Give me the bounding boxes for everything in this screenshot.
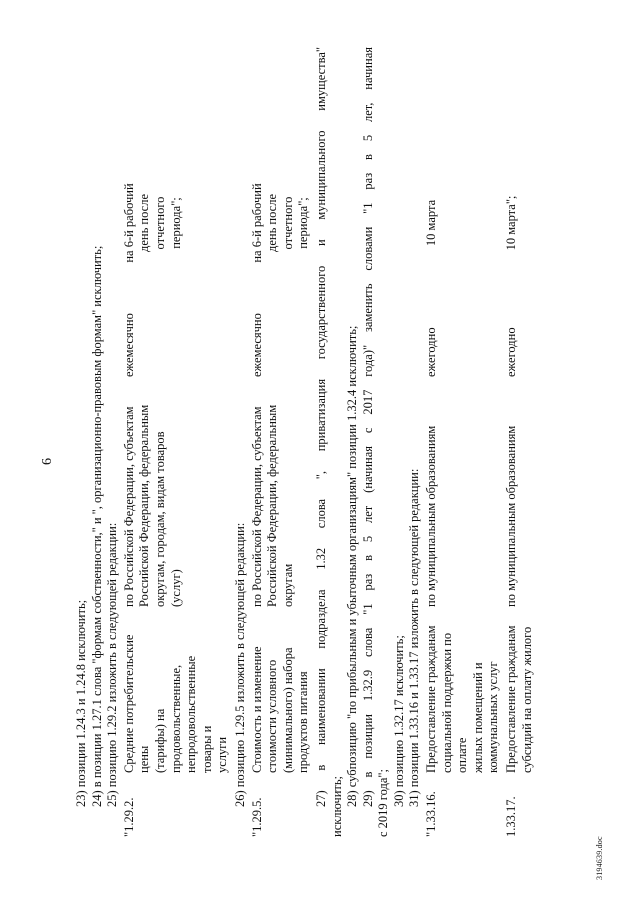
- position-number: 1.33.17.: [504, 796, 519, 837]
- indicator-name-line: стоимости условного: [265, 659, 280, 773]
- aggregation-level: [122, 377, 231, 619]
- due-date: [504, 165, 535, 277]
- table-row-1-29-2: [122, 165, 231, 837]
- periodicity: ежемесячно: [249, 313, 264, 377]
- indicator-name-line: коммунальных услуг: [486, 661, 501, 773]
- due-date-line: периода";: [296, 197, 311, 249]
- due-date-line: отчетного: [152, 196, 167, 250]
- document-body: [74, 47, 537, 837]
- aggregation-level-line: по Российской Федерации, субъектам: [249, 406, 264, 607]
- indicator-name: [250, 619, 312, 773]
- position-number: "1.29.2.: [121, 797, 136, 837]
- aggregation-level-line: по Российской Федерации, субъектам: [121, 406, 136, 607]
- item-30: 30) позицию 1.32.17 исключить;: [391, 635, 406, 807]
- item-25: 25) позицию 1.29.2 изложить в следующей редакции:: [105, 522, 120, 807]
- due-date-line: периода";: [168, 197, 183, 249]
- item-23: 23) позиции 1.24.3 и 1.24.8 исключить;: [74, 599, 88, 807]
- aggregation-level: [504, 377, 535, 619]
- due-date-line: день после: [265, 194, 280, 253]
- document-footer: 3194639.doc: [595, 836, 604, 880]
- due-date: [250, 165, 312, 277]
- aggregation-level: [250, 377, 312, 619]
- periodicity: ежемесячно: [121, 313, 136, 377]
- indicator-name: [424, 619, 502, 773]
- item-29: 29) в позиции 1.32.9 слова "1 раз в 5 лет (начиная с 2017 года)" заменить словами "1 раз в 5 лет, начиная: [360, 47, 375, 807]
- indicator-name-line: Предоставление гражданам: [424, 625, 439, 773]
- indicator-name-line: Средние потребительские цены: [121, 634, 152, 773]
- item-27-continued: исключить;: [329, 775, 344, 837]
- item-24: 24) в позиции 1.27.1 слова "формам собственности," и ", организационно-правовым формам" исключить;: [89, 245, 104, 807]
- due-date-line: 10 марта: [424, 199, 439, 247]
- aggregation-level: [424, 377, 502, 619]
- due-date-line: день после: [137, 194, 152, 253]
- table-row-1-29-5: [250, 165, 312, 837]
- aggregation-level-line: (услуг): [168, 569, 183, 607]
- aggregation-level-line: округам: [280, 563, 295, 607]
- page-number: 6: [40, 458, 55, 465]
- indicator-name-line: Стоимость и изменение: [249, 646, 264, 773]
- periodicity: ежегодно: [504, 327, 519, 377]
- indicator-name-line: услуги: [215, 736, 230, 773]
- aggregation-level-line: округам, городам, видам товаров: [152, 431, 167, 607]
- item-26: 26) позицию 1.29.5 изложить в следующей редакции:: [232, 522, 247, 807]
- position-number: "1.29.5.: [249, 797, 264, 837]
- aggregation-level-line: Российской Федерации, федеральным: [265, 404, 280, 607]
- aggregation-level-line: по муниципальным образованиям: [504, 425, 519, 607]
- item-29-continued: с 2019 года";: [376, 769, 391, 837]
- due-date-line: 10 марта";: [504, 195, 519, 251]
- indicator-name-line: жилых помещений и: [470, 662, 485, 773]
- due-date-line: на 6-й рабочий: [121, 183, 136, 263]
- indicator-name: [504, 619, 535, 773]
- due-date: [424, 165, 502, 277]
- position-number: "1.33.16.: [424, 791, 439, 837]
- aggregation-level-line: Российской Федерации, федеральным: [137, 404, 152, 607]
- periodicity: ежегодно: [424, 327, 439, 377]
- item-28: 28) субпозицию "по прибыльным и убыточным организациям" позиции 1.32.4 исключить;: [345, 325, 360, 807]
- table-row-1-33-16: [424, 165, 502, 837]
- due-date: [122, 165, 231, 277]
- indicator-name: [122, 619, 231, 773]
- due-date-line: отчетного: [280, 196, 295, 250]
- table-row-1-33-17: [504, 165, 535, 837]
- indicator-name-line: (тарифы) на продовольственные,: [152, 664, 183, 773]
- item-27: 27) в наименовании подраздела 1.32 слова ", приватизация государственного и муниципального имущества": [313, 47, 328, 807]
- due-date-line: на 6-й рабочий: [249, 183, 264, 263]
- indicator-name-line: (минимального) набора: [280, 647, 295, 773]
- indicator-name-line: продуктов питания: [296, 671, 311, 773]
- indicator-name-line: субсидий на оплату жилого: [519, 626, 534, 773]
- aggregation-level-line: по муниципальным образованиям: [424, 425, 439, 607]
- indicator-name-line: Предоставление гражданам: [504, 625, 519, 773]
- item-31: 31) позиции 1.33.16 и 1.33.17 изложить в следующей редакции:: [407, 468, 422, 807]
- indicator-name-line: социальной поддержки по оплате: [439, 632, 470, 773]
- indicator-name-line: непродовольственные товары и: [184, 655, 214, 773]
